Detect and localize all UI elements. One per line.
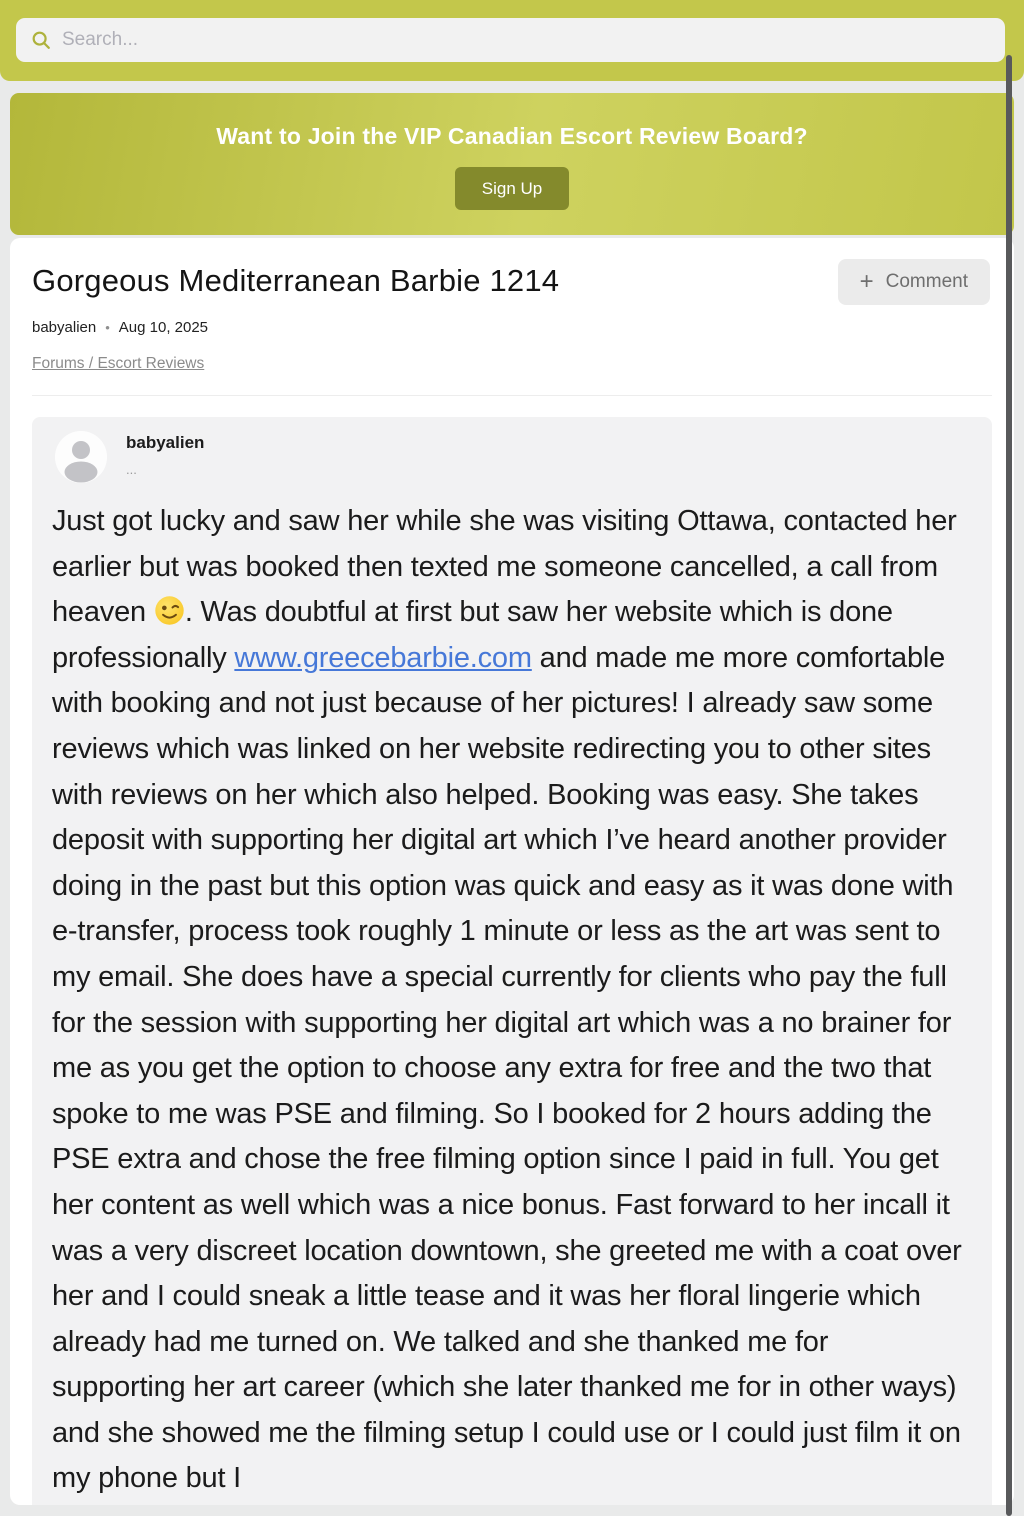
comment-button[interactable] (838, 259, 990, 305)
website-link[interactable]: www.greecebarbie.com (234, 641, 532, 674)
vip-promo-banner (10, 93, 1014, 235)
thread-date: Aug 10, 2025 (118, 319, 209, 336)
thread-author: babyalien (32, 319, 97, 336)
wink-emoji-icon (154, 595, 185, 626)
sign-up-button[interactable]: Sign Up (455, 167, 569, 210)
avatar[interactable] (55, 431, 107, 483)
post-body (32, 483, 992, 1502)
search-icon (30, 29, 52, 51)
breadcrumb[interactable]: Forums / Escort Reviews (32, 355, 205, 372)
search-bar[interactable] (16, 18, 1005, 62)
post-text-part2: . Was doubtful at first but saw her website which is done professionally (52, 596, 893, 674)
post-head-text (126, 431, 204, 477)
vertical-scrollbar[interactable] (1006, 55, 1012, 1516)
thread-title: Gorgeous Mediterranean Barbie 1214 (32, 263, 560, 298)
search-input[interactable] (62, 29, 991, 51)
thread-byline (32, 319, 208, 336)
comment-button-label: Comment (885, 271, 968, 292)
divider (32, 395, 992, 396)
top-header (0, 0, 1024, 81)
thread-card (10, 238, 1014, 1505)
user-silhouette-icon (55, 431, 107, 483)
post-header (32, 417, 992, 483)
byline-separator-dot: • (105, 320, 110, 335)
plus-icon: + (859, 268, 874, 295)
post-author-meta: ... (126, 462, 137, 477)
banner-title: Want to Join the VIP Canadian Escort Review Board? (216, 123, 808, 149)
post-author-name[interactable]: babyalien (126, 433, 205, 452)
post-container (32, 417, 992, 1505)
post-text-part1: Just got lucky and saw her while she was visiting Ottawa, contacted her earlier but was booked then texted me someone cancelled, a call from heaven (52, 505, 957, 629)
post-text-part3: and made me more comfortable with booking and not just because of her pictures! I already saw some reviews which was linked on her website redirecting you to other sites with reviews on her which also helped. Booking was easy. She takes deposit with supporting her digital art which I’ve heard another provider doing in the past but this option was quick and easy as it was done with e-transfer, process took roughly 1 minute or less as the art was sent to my email. She does have a special currently for clients who pay the full for the session with supporting her digital art which was a no brainer for me as you get the option to choose any extra for free and the two that spoke to me was PSE and filming. So I booked for 2 hours adding the PSE extra and chose the free filming option since I paid in full. You get her content as well which was a nice bonus. Fast forward to her incall it was a very discreet location downtown, she greeted me with a coat over her and I could sneak a little tease and it was her floral lingerie which already had me turned on. We talked and she thanked me for supporting her art career (which she later thanked me for in other ways) and she showed me the filming setup I could use or I could just film it on my phone but I (52, 641, 962, 1495)
